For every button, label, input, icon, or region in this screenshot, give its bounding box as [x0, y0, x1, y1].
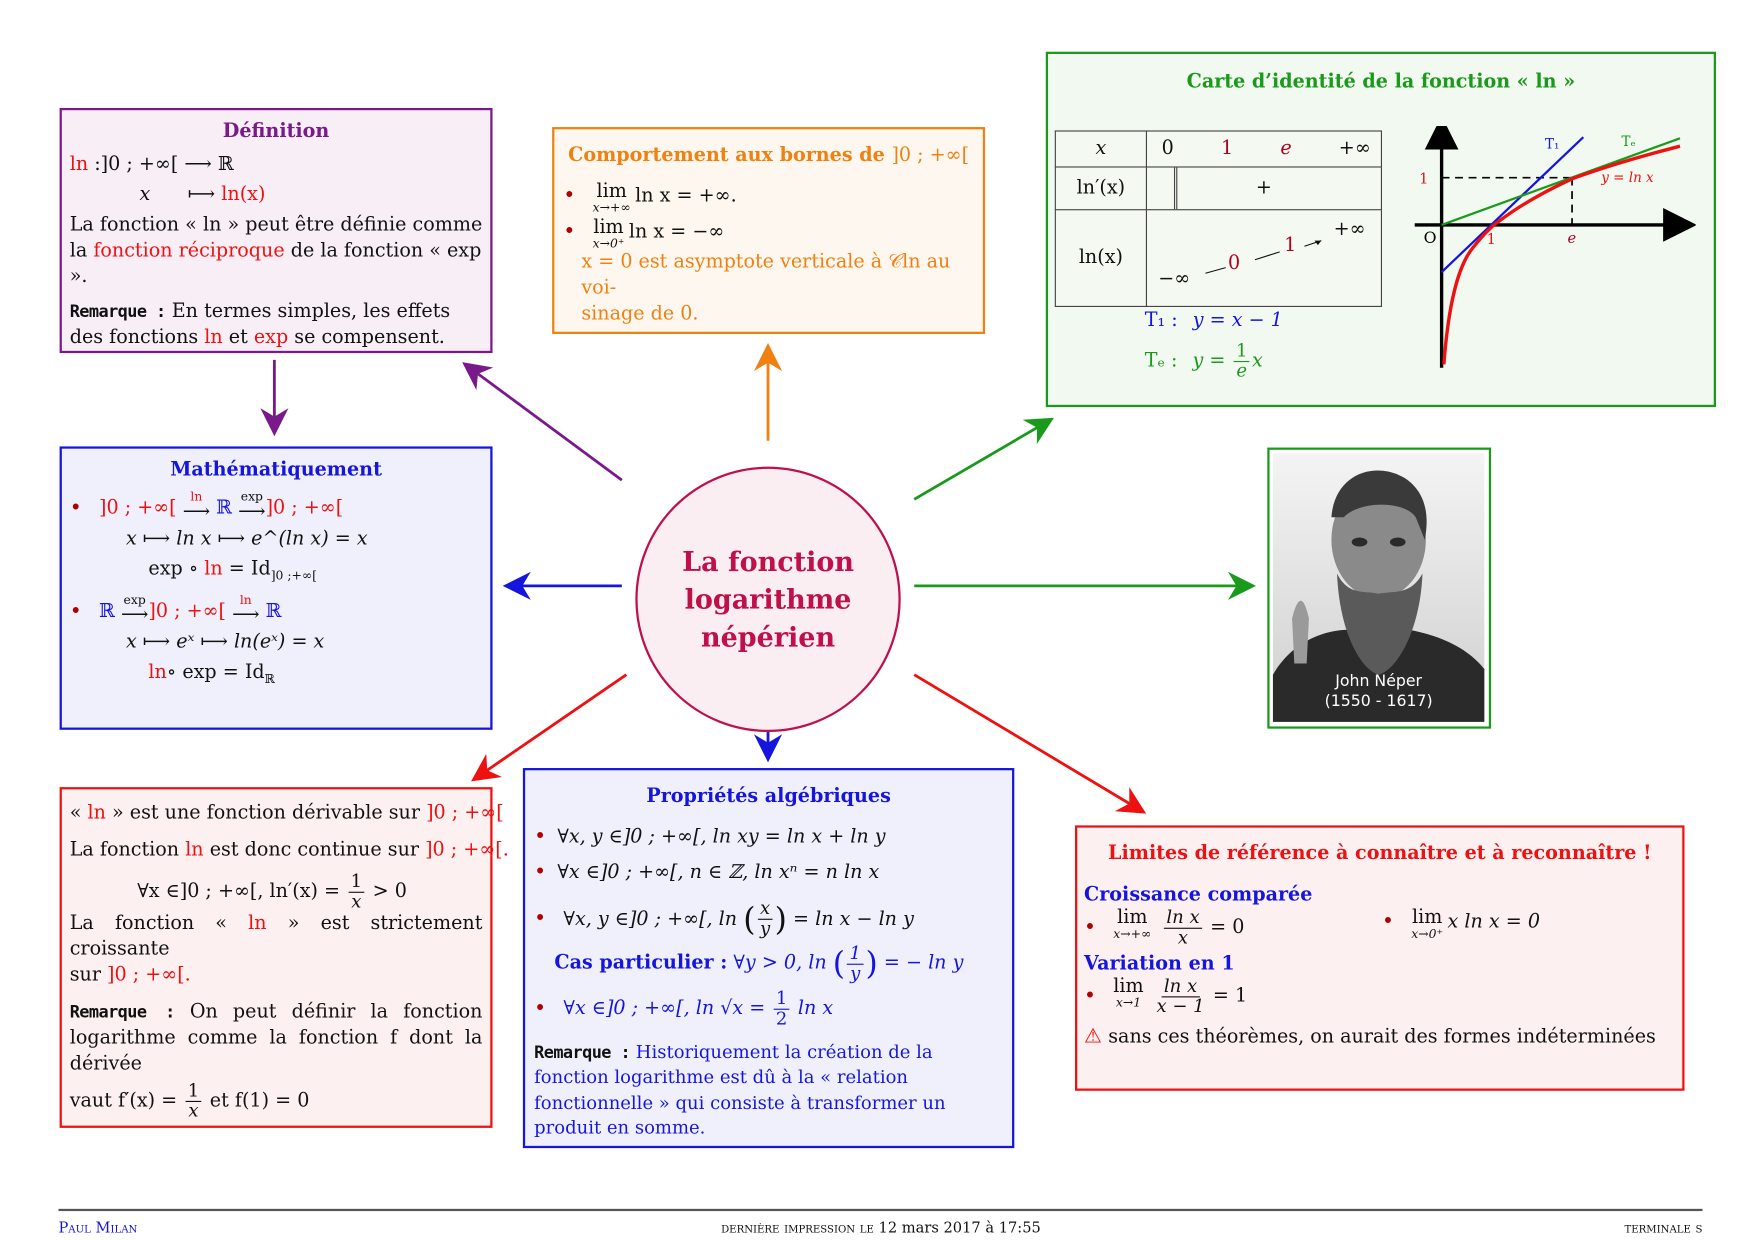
limit-result: = 0: [1210, 916, 1245, 939]
fn-value: 0: [1227, 251, 1241, 275]
reference-limits-card: [1075, 825, 1684, 1090]
limits-title: Limites de référence à connaître et à reconnaître !: [1108, 842, 1652, 865]
section-compared-growth: Croissance comparée: [1084, 883, 1313, 907]
footer-author: Paul Milan: [58, 1220, 138, 1237]
arrow-label: exp: [240, 489, 263, 504]
text-part: La fonction: [69, 838, 186, 862]
limit-result: = 1: [1212, 985, 1248, 1008]
fraction: [1234, 339, 1250, 381]
table-derivative-sign: [1146, 167, 1381, 210]
tangent-label: Tₑ :: [1144, 349, 1178, 372]
special-case-label: Cas particulier :: [554, 952, 728, 975]
eq-part: = Id: [222, 557, 271, 581]
remark-text: Historiquement la création de la fonction logarithme est dû à la « relation fonctionnelle » qui consiste à transformer un produit en somme.: [534, 1040, 946, 1138]
text-part: est donc continue sur: [203, 838, 426, 862]
interval: ]0 ; +∞[: [98, 496, 177, 520]
composition-title: Mathématiquement: [170, 458, 382, 482]
composition-card: [60, 446, 493, 729]
t1-label: T₁: [1545, 136, 1560, 153]
remark-ln: ln: [204, 325, 223, 349]
numerator: 1: [774, 990, 790, 1010]
tangent-equation: y =: [1192, 349, 1226, 372]
footer-print-date: 12 mars 2017 à 17:55: [878, 1220, 1041, 1237]
identity-equation: [148, 556, 482, 584]
denominator: 2: [775, 1007, 788, 1029]
x-value: +∞: [1338, 137, 1371, 160]
lim-operator: [1113, 975, 1144, 1011]
interval: ]0 ; +∞[.: [107, 964, 191, 987]
interval: ]0 ; +∞[.: [425, 838, 509, 862]
portrait-caption-dates: (1550 - 1617): [1324, 691, 1433, 711]
lim-word: • lim: [1113, 975, 1144, 998]
interval: ]0 ; +∞[: [265, 496, 344, 520]
lim-operator: [592, 215, 625, 251]
portrait-john-napier: [1267, 448, 1491, 729]
definition-remark: [70, 299, 483, 351]
ln-graph: [1415, 126, 1696, 385]
definition-title: Définition: [222, 120, 330, 143]
lim-word: • lim: [596, 179, 627, 203]
central-topic-line: La fonction: [682, 544, 854, 578]
remark-label: Remarque :: [69, 300, 166, 322]
remark-text: et: [222, 325, 254, 349]
composition-ln-exp: [70, 490, 483, 521]
definition-text: [70, 212, 483, 289]
composition-mapping: x ⟼ eˣ ⟼ ln(eˣ) = x: [125, 630, 325, 654]
warning-note: [1084, 1023, 1675, 1050]
text-part: sur: [69, 964, 108, 987]
table-x-label: x: [1055, 131, 1146, 167]
reals-symbol: ℝ: [216, 496, 233, 520]
remark-text: se compensent.: [288, 325, 445, 349]
asymptote-note: [581, 250, 973, 327]
labelled-arrow: exp ⟶: [238, 489, 266, 523]
special-case: Cas particulier : ∀y > 0, ln ( $\frac{1}{y}$ ) = − ln y: [554, 942, 964, 984]
ln-symbol: ln: [248, 912, 267, 935]
formula-part: ∀x ∈]0 ; +∞[, ln′(x) =: [137, 880, 341, 903]
warning-triangle-icon: ⚠: [1084, 1024, 1103, 1049]
central-topic-line: népérien: [700, 620, 836, 654]
numerator: 1: [847, 945, 863, 965]
fraction: [758, 897, 773, 939]
denominator: x − 1: [1156, 995, 1205, 1017]
lim-subscript: x→+∞: [592, 200, 631, 215]
derivative-formula: [137, 872, 482, 911]
limit-expression: ln x = −∞: [628, 220, 725, 243]
lim-subscript: x→0⁺: [1411, 926, 1444, 942]
definition-card: [60, 108, 493, 353]
limit-lnx-over-x: [1084, 908, 1382, 947]
x-tick-e: e: [1567, 229, 1577, 247]
algebra-remark: [534, 1040, 1003, 1141]
fn-value: 1: [1284, 233, 1297, 257]
remark-exp: exp: [253, 325, 289, 349]
denominator: x: [188, 1099, 199, 1122]
limit-expression: x ln x = 0: [1447, 910, 1541, 934]
mapping-var: x: [139, 183, 151, 206]
denominator: e: [1236, 359, 1248, 381]
section-variation-at-1: Variation en 1: [1084, 952, 1235, 976]
reals-symbol: ℝ: [98, 600, 115, 623]
lim-operator: [1411, 906, 1444, 942]
continuity-statement: [69, 838, 509, 864]
footer-rule: [58, 1209, 1702, 1211]
footer-print-info: [721, 1220, 1041, 1237]
special-case-part: ∀y > 0, ln: [727, 952, 827, 975]
fraction: [847, 942, 863, 984]
page-footer: [58, 1220, 1702, 1237]
property-product: • ∀x, y ∈]0 ; +∞[, ln xy = ln x + ln y: [534, 823, 1003, 850]
text-part: » est strictement croissante: [69, 912, 483, 961]
text-part: » est une fonction dérivable sur: [105, 801, 427, 825]
derivative-card: [60, 787, 509, 1128]
numerator: ln x: [1164, 908, 1202, 928]
lim-operator: [1113, 906, 1152, 942]
tangent-equation: x: [1251, 349, 1263, 372]
footer-print-label: dernière impression le: [721, 1220, 874, 1237]
limit-expression: ln x = +∞.: [635, 184, 737, 207]
limit-lnx-over-x-minus-1: [1084, 975, 1675, 1017]
fn-value: −∞: [1158, 267, 1191, 291]
lim-subscript: x→0⁺: [592, 236, 625, 251]
ln-symbol: ln: [185, 838, 204, 862]
labelled-arrow: ln ⟶: [182, 489, 211, 523]
table-function-variation: [1146, 210, 1381, 307]
formula-part: > 0: [372, 880, 407, 903]
denominator: x: [351, 890, 362, 912]
limit-plus-infinity: [563, 179, 973, 215]
central-topic: [635, 467, 900, 732]
labelled-arrow: exp ⟶: [120, 592, 149, 627]
fn-value: +∞: [1333, 218, 1366, 241]
eq-ln: ln: [148, 661, 167, 684]
lim-word: • lim: [593, 215, 624, 239]
bounds-title: [563, 143, 973, 169]
lim-subscript: x→+∞: [1113, 926, 1152, 942]
definition-mapping-line2: [139, 182, 482, 208]
property-part: ∀x ∈]0 ; +∞[, ln √x =: [563, 997, 766, 1020]
x-value: 0: [1161, 137, 1174, 160]
remark-label: Remarque :: [69, 1002, 175, 1023]
derivable-statement: [69, 801, 504, 827]
table-derivative-label: ln′(x): [1055, 167, 1146, 210]
origin-label: O: [1423, 227, 1437, 247]
composition-exp-ln: [70, 594, 483, 625]
remark-label: Remarque :: [534, 1042, 631, 1063]
x-tick-1: 1: [1486, 231, 1496, 249]
monotonic-statement: [70, 911, 483, 988]
central-topic-line: logarithme: [684, 582, 852, 616]
property-sqrt: [534, 987, 1003, 1029]
identity-title: Carte d’identité de la fonction « ln »: [1186, 70, 1576, 94]
property-power: • ∀x ∈]0 ; +∞[, n ∈ ℤ, ln xⁿ = n ln x: [534, 859, 1003, 886]
ln-symbol: ln: [87, 801, 106, 825]
numerator: ln x: [1162, 978, 1200, 998]
eq-subscript: ]0 ;+∞[: [270, 568, 317, 583]
algebra-title: Propriétés algébriques: [646, 784, 891, 808]
lim-word: • lim: [1411, 906, 1443, 929]
definition-mapping-line1: [70, 152, 483, 178]
property-part: ln x: [797, 997, 834, 1020]
labelled-arrow: ln ⟶: [232, 592, 260, 627]
algebraic-properties-card: [523, 768, 1014, 1148]
text-part: La fonction «: [69, 912, 249, 935]
property-part: ∀x, y ∈]0 ; +∞[, ln: [563, 907, 738, 930]
table-function-label: ln(x): [1055, 210, 1146, 307]
denominator: y: [759, 917, 771, 939]
eq-part: ∘ exp = Id: [166, 661, 265, 684]
portrait-caption-name: John Néper: [1335, 670, 1423, 690]
arrow-label: exp: [123, 592, 146, 608]
mapsto-arrow: ⟼: [187, 183, 216, 206]
eq-subscript: ℝ: [264, 671, 275, 687]
identity-card: [1046, 52, 1716, 407]
derivative-remark: [70, 1000, 483, 1121]
remark-text: et f(1) = 0: [203, 1089, 310, 1113]
arrow-label: ln: [190, 489, 203, 504]
numerator: 1: [348, 872, 364, 892]
definition-text-part: La fonction « ln » peut être définie comme la: [69, 213, 483, 262]
tangent-t1: [1145, 308, 1283, 334]
remark-text: On peut définir la fonction logarithme comme la fonction f dont la dérivée: [69, 1001, 483, 1076]
lim-subscript: x→1: [1115, 995, 1142, 1011]
limit-xlnx: [1382, 908, 1540, 947]
variation-table: [1055, 130, 1382, 307]
fraction: [1156, 975, 1205, 1017]
ln-symbol: ln: [69, 152, 89, 176]
compared-growth-limits: [1084, 908, 1675, 947]
forbidden-value-bar: [1174, 168, 1177, 210]
composition-mapping: x ⟼ ln x ⟼ e^(ln x) = x: [125, 527, 368, 550]
numerator: 1: [1234, 342, 1250, 362]
special-case-part: = − ln y: [883, 952, 964, 975]
numerator: x: [758, 900, 773, 920]
mapping-domain: :]0 ; +∞[ ⟶ ℝ: [94, 152, 234, 176]
curve-label: y = ln x: [1601, 170, 1654, 187]
bounds-behaviour-card: [552, 127, 985, 334]
definition-text-part: de la fonction « exp ».: [69, 239, 482, 288]
reals-symbol: ℝ: [265, 600, 282, 623]
derivative-sign: +: [1255, 176, 1272, 200]
tangent-te: [1144, 339, 1263, 381]
tangent-label: T₁ :: [1144, 309, 1178, 332]
denominator: x: [1177, 926, 1189, 948]
interval: ]0 ; +∞[: [148, 600, 227, 623]
asymptote-line: sinage de 0.: [581, 302, 699, 325]
remark-text: vaut f′(x) =: [69, 1089, 178, 1113]
mapping-image: ln(x): [221, 183, 266, 206]
fraction: [1164, 908, 1202, 947]
table-x-values: [1146, 131, 1381, 167]
fraction: [186, 1079, 202, 1122]
te-label: Tₑ: [1621, 134, 1636, 151]
portrait-image: [1270, 450, 1488, 726]
remark-text: En termes simples, les effets des fonctions: [69, 299, 451, 349]
lim-operator: [592, 179, 631, 215]
x-value: e: [1280, 137, 1292, 160]
arrow-label: ln: [239, 592, 252, 608]
interval: ]0 ; +∞[: [426, 801, 504, 825]
y-tick-1: 1: [1419, 170, 1429, 188]
definition-highlight: fonction réciproque: [93, 239, 285, 262]
tangent-equation: y = x − 1: [1192, 309, 1283, 332]
fraction: [774, 987, 790, 1029]
lim-word: • lim: [1117, 906, 1148, 929]
identity-equation: [148, 660, 482, 688]
bounds-title-text: Comportement aux bornes de: [568, 143, 892, 167]
footer-level: terminale s: [1624, 1220, 1703, 1237]
property-quotient: • ∀x, y ∈]0 ; +∞[, ln ( $\frac{x}{y}$ ) = ln x − ln y: [534, 898, 1003, 941]
eq-ln: ln: [204, 557, 223, 581]
warning-text: sans ces théorèmes, on aurait des formes indéterminées: [1108, 1025, 1656, 1049]
denominator: y: [850, 962, 861, 984]
fraction: [348, 872, 364, 911]
eq-part: exp ∘: [148, 557, 205, 581]
property-part: = ln x − ln y: [793, 907, 914, 930]
text-part: «: [69, 801, 88, 825]
bounds-title-interval: ]0 ; +∞[: [891, 143, 970, 167]
limit-zero-plus: [563, 215, 973, 251]
x-value: 1: [1220, 137, 1234, 160]
numerator: 1: [186, 1082, 202, 1102]
asymptote-line: x = 0 est asymptote verticale à 𝒞ln au voi-: [581, 250, 951, 299]
